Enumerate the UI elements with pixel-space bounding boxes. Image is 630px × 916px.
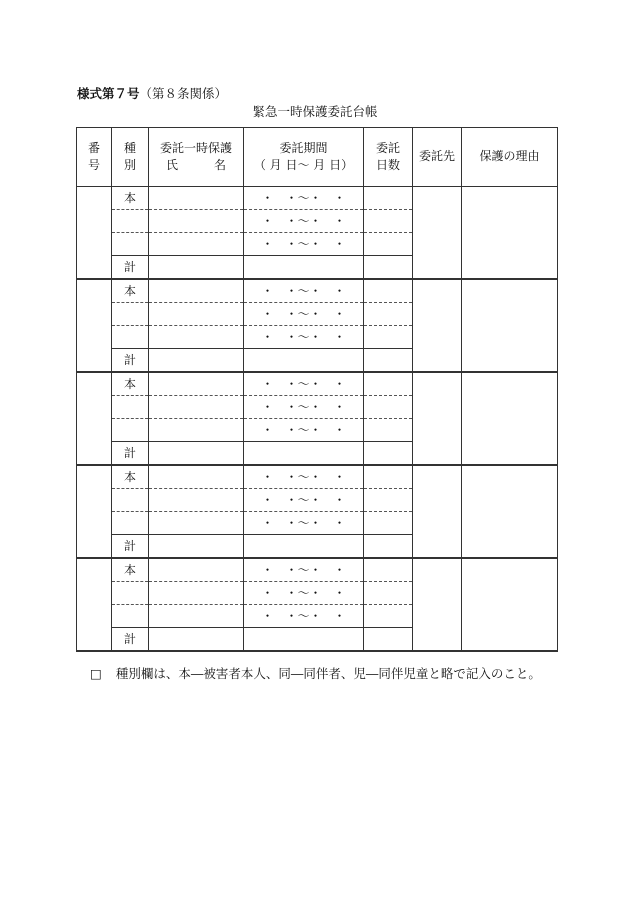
total-name-cell[interactable] <box>149 442 244 466</box>
period-cell[interactable]: ・ ・～・ ・ <box>244 279 364 303</box>
kind-cell[interactable] <box>112 419 149 442</box>
header-row <box>77 128 558 187</box>
days-cell[interactable] <box>364 558 413 582</box>
total-label-cell: 計 <box>112 628 149 652</box>
period-cell[interactable]: ・ ・～・ ・ <box>244 396 364 419</box>
header-reason: 保護の理由 <box>462 128 558 187</box>
total-label-cell: 計 <box>112 442 149 466</box>
period-cell[interactable]: ・ ・～・ ・ <box>244 233 364 256</box>
kind-cell[interactable] <box>112 512 149 535</box>
total-label-cell: 計 <box>112 349 149 373</box>
name-cell[interactable] <box>149 210 244 233</box>
period-cell[interactable]: ・ ・～・ ・ <box>244 605 364 628</box>
name-cell[interactable] <box>149 512 244 535</box>
form-number-label <box>77 84 227 102</box>
total-name-cell[interactable] <box>149 349 244 373</box>
period-cell[interactable]: ・ ・～・ ・ <box>244 372 364 396</box>
header-kind: 種 別 <box>112 128 149 187</box>
total-name-cell[interactable] <box>149 535 244 559</box>
days-cell[interactable] <box>364 279 413 303</box>
footnote <box>90 664 541 682</box>
total-period-cell[interactable] <box>244 628 364 652</box>
entry-group <box>77 558 558 651</box>
total-days-cell[interactable] <box>364 442 413 466</box>
name-cell[interactable] <box>149 303 244 326</box>
kind-cell[interactable] <box>112 326 149 349</box>
destination-cell[interactable] <box>413 279 462 372</box>
period-cell[interactable]: ・ ・～・ ・ <box>244 419 364 442</box>
days-cell[interactable] <box>364 210 413 233</box>
header-period: 委託期間 （ 月 日～ 月 日） <box>244 128 364 187</box>
kind-cell[interactable] <box>112 233 149 256</box>
entry-group <box>77 279 558 372</box>
reason-cell[interactable] <box>462 558 558 651</box>
kind-cell[interactable] <box>112 303 149 326</box>
total-days-cell[interactable] <box>364 256 413 280</box>
kind-cell: 本 <box>112 465 149 489</box>
footnote-text: 種別欄は、本―被害者本人、同―同伴者、児―同伴児童と略で記入のこと。 <box>115 666 541 681</box>
name-cell[interactable] <box>149 187 244 210</box>
days-cell[interactable] <box>364 512 413 535</box>
header-days: 委託 日数 <box>364 128 413 187</box>
total-name-cell[interactable] <box>149 628 244 652</box>
total-name-cell[interactable] <box>149 256 244 280</box>
name-cell[interactable] <box>149 279 244 303</box>
period-cell[interactable]: ・ ・～・ ・ <box>244 187 364 210</box>
reason-cell[interactable] <box>462 465 558 558</box>
days-cell[interactable] <box>364 187 413 210</box>
kind-cell[interactable] <box>112 605 149 628</box>
name-cell[interactable] <box>149 419 244 442</box>
days-cell[interactable] <box>364 465 413 489</box>
entry-number-cell[interactable] <box>77 465 112 558</box>
kind-cell[interactable] <box>112 210 149 233</box>
name-cell[interactable] <box>149 233 244 256</box>
days-cell[interactable] <box>364 396 413 419</box>
name-cell[interactable] <box>149 489 244 512</box>
period-cell[interactable]: ・ ・～・ ・ <box>244 558 364 582</box>
period-cell[interactable]: ・ ・～・ ・ <box>244 489 364 512</box>
days-cell[interactable] <box>364 372 413 396</box>
period-cell[interactable]: ・ ・～・ ・ <box>244 326 364 349</box>
days-cell[interactable] <box>364 582 413 605</box>
total-period-cell[interactable] <box>244 349 364 373</box>
checkbox-icon: □ <box>90 666 102 681</box>
kind-cell[interactable] <box>112 396 149 419</box>
period-cell[interactable]: ・ ・～・ ・ <box>244 512 364 535</box>
name-cell[interactable] <box>149 326 244 349</box>
header-destination: 委託先 <box>413 128 462 187</box>
destination-cell[interactable] <box>413 558 462 651</box>
days-cell[interactable] <box>364 489 413 512</box>
kind-cell: 本 <box>112 558 149 582</box>
reason-cell[interactable] <box>462 279 558 372</box>
name-cell[interactable] <box>149 465 244 489</box>
period-cell[interactable]: ・ ・～・ ・ <box>244 465 364 489</box>
entry-number-cell[interactable] <box>77 187 112 280</box>
period-cell[interactable]: ・ ・～・ ・ <box>244 210 364 233</box>
days-cell[interactable] <box>364 233 413 256</box>
destination-cell[interactable] <box>413 465 462 558</box>
period-cell[interactable]: ・ ・～・ ・ <box>244 582 364 605</box>
form-relation: （第８条関係） <box>139 86 228 101</box>
header-name: 委託一時保護 氏 名 <box>149 128 244 187</box>
total-period-cell[interactable] <box>244 535 364 559</box>
kind-cell: 本 <box>112 372 149 396</box>
ledger-table <box>76 127 558 652</box>
reason-cell[interactable] <box>462 372 558 465</box>
entry-number-cell[interactable] <box>77 279 112 372</box>
name-cell[interactable] <box>149 605 244 628</box>
period-cell[interactable]: ・ ・～・ ・ <box>244 303 364 326</box>
form-number: 様式第７号 <box>77 86 140 101</box>
entry-group <box>77 372 558 465</box>
days-cell[interactable] <box>364 419 413 442</box>
entry-number-cell[interactable] <box>77 558 112 651</box>
entry-number-cell[interactable] <box>77 372 112 465</box>
total-days-cell[interactable] <box>364 535 413 559</box>
total-days-cell[interactable] <box>364 628 413 652</box>
kind-cell[interactable] <box>112 582 149 605</box>
kind-cell: 本 <box>112 279 149 303</box>
name-cell[interactable] <box>149 372 244 396</box>
ledger-title: 緊急一時保護委託台帳 <box>252 104 378 119</box>
total-period-cell[interactable] <box>244 442 364 466</box>
total-label-cell: 計 <box>112 256 149 280</box>
days-cell[interactable] <box>364 605 413 628</box>
kind-cell[interactable] <box>112 489 149 512</box>
destination-cell[interactable] <box>413 372 462 465</box>
total-label-cell: 計 <box>112 535 149 559</box>
reason-cell[interactable] <box>462 187 558 280</box>
name-cell[interactable] <box>149 558 244 582</box>
days-cell[interactable] <box>364 326 413 349</box>
name-cell[interactable] <box>149 582 244 605</box>
total-period-cell[interactable] <box>244 256 364 280</box>
total-days-cell[interactable] <box>364 349 413 373</box>
name-cell[interactable] <box>149 396 244 419</box>
days-cell[interactable] <box>364 303 413 326</box>
header-number: 番 号 <box>77 128 112 187</box>
destination-cell[interactable] <box>413 187 462 280</box>
entry-group <box>77 465 558 558</box>
kind-cell: 本 <box>112 187 149 210</box>
entry-group <box>77 187 558 280</box>
